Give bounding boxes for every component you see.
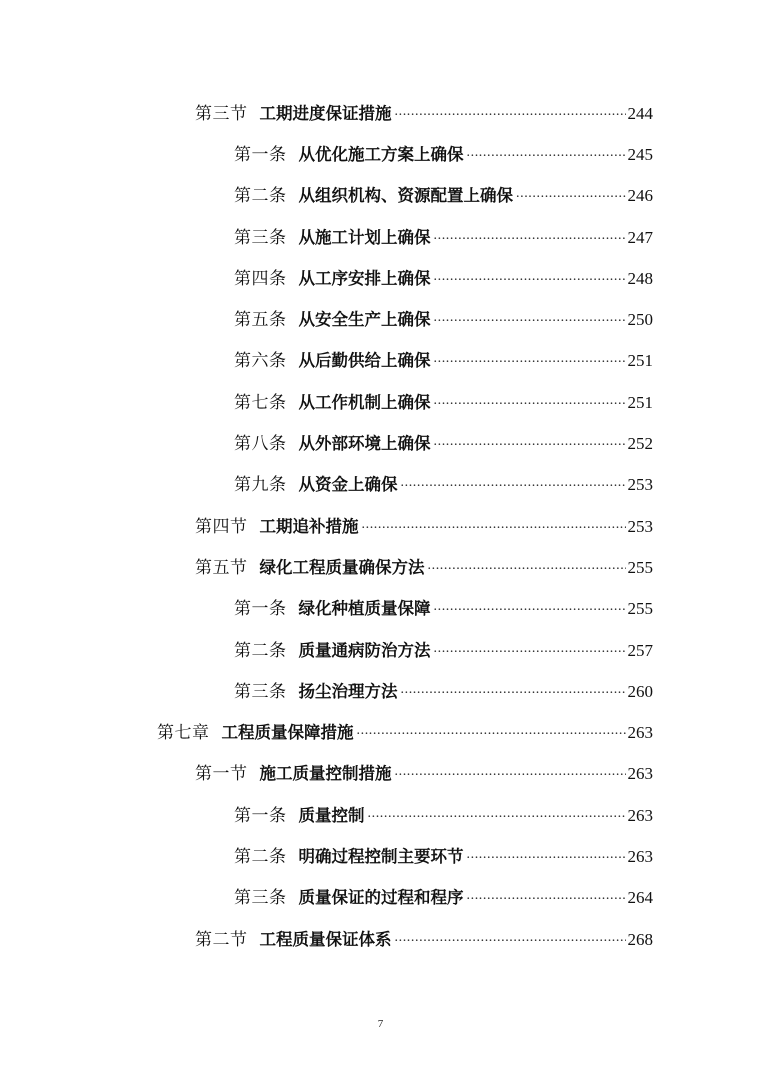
- dot-leader: [401, 682, 626, 702]
- dot-leader: [428, 558, 626, 578]
- toc-entry-prefix: 第七条: [234, 392, 287, 413]
- toc-entry-page: 246: [627, 186, 653, 206]
- toc-entry[interactable]: [0, 754, 761, 795]
- toc-entry-page: 263: [627, 764, 653, 784]
- toc-entry-prefix: 第七章: [157, 723, 210, 744]
- toc-entry-title: 从组织机构、资源配置上确保: [298, 186, 513, 206]
- toc-entry[interactable]: [0, 671, 761, 712]
- toc-entry-page: 248: [627, 268, 653, 288]
- toc-entry-prefix: 第一条: [234, 144, 287, 165]
- toc-entry-page: 253: [627, 475, 653, 495]
- toc-entry-title: 工期进度保证措施: [259, 103, 392, 123]
- dot-leader: [395, 930, 626, 950]
- dot-leader: [434, 269, 626, 289]
- toc-entry[interactable]: [0, 589, 761, 630]
- toc-entry-title: 工期追补措施: [259, 516, 359, 536]
- toc-entry-prefix: 第八条: [234, 434, 287, 455]
- toc-entry-prefix: 第一节: [195, 764, 248, 785]
- toc-entry[interactable]: [0, 134, 761, 175]
- dot-leader: [516, 186, 626, 206]
- dot-leader: [368, 806, 626, 826]
- toc-entry-title: 绿化工程质量确保方法: [259, 557, 425, 577]
- toc-entry-title: 从施工计划上确保: [298, 227, 431, 247]
- toc-entry-page: 247: [627, 227, 653, 247]
- toc-entry-page: 255: [627, 557, 653, 577]
- toc-entry-page: 260: [627, 681, 653, 701]
- dot-leader: [362, 517, 626, 537]
- toc-entry-prefix: 第三条: [234, 227, 287, 248]
- toc-entry-title: 从工作机制上确保: [298, 392, 431, 412]
- toc-entry[interactable]: [0, 299, 761, 340]
- toc-entry[interactable]: [0, 878, 761, 919]
- toc-entry[interactable]: [0, 547, 761, 588]
- toc-entry-page: 263: [627, 805, 653, 825]
- toc-entry-page: 255: [627, 599, 653, 619]
- table-of-contents: [0, 93, 761, 960]
- toc-entry-title: 质量通病防治方法: [298, 640, 431, 660]
- dot-leader: [434, 434, 626, 454]
- dot-leader: [401, 475, 626, 495]
- toc-entry[interactable]: [0, 423, 761, 464]
- dot-leader: [395, 104, 626, 124]
- dot-leader: [467, 847, 626, 867]
- toc-entry[interactable]: [0, 712, 761, 753]
- dot-leader: [434, 351, 626, 371]
- toc-entry-title: 工程质量保证体系: [259, 929, 392, 949]
- dot-leader: [467, 145, 626, 165]
- toc-entry-page: 264: [627, 888, 653, 908]
- toc-entry-title: 明确过程控制主要环节: [298, 846, 464, 866]
- toc-entry-page: 250: [627, 310, 653, 330]
- toc-entry-page: 253: [627, 516, 653, 536]
- toc-entry-page: 244: [627, 103, 653, 123]
- toc-entry-prefix: 第四条: [234, 268, 287, 289]
- toc-entry[interactable]: [0, 465, 761, 506]
- toc-entry-prefix: 第六条: [234, 351, 287, 372]
- toc-entry-title: 从优化施工方案上确保: [298, 144, 464, 164]
- dot-leader: [395, 764, 626, 784]
- toc-entry-title: 扬尘治理方法: [298, 681, 398, 701]
- toc-entry-page: 268: [627, 929, 653, 949]
- dot-leader: [434, 599, 626, 619]
- toc-entry-title: 质量保证的过程和程序: [298, 888, 464, 908]
- toc-entry-page: 263: [627, 846, 653, 866]
- dot-leader: [467, 888, 626, 908]
- toc-entry[interactable]: [0, 217, 761, 258]
- toc-entry[interactable]: [0, 176, 761, 217]
- toc-entry-title: 工程质量保障措施: [221, 723, 354, 743]
- toc-entry-prefix: 第五节: [195, 557, 248, 578]
- toc-entry-prefix: 第三条: [234, 681, 287, 702]
- toc-entry-prefix: 第三条: [234, 888, 287, 909]
- toc-entry-prefix: 第一条: [234, 599, 287, 620]
- toc-entry-title: 绿化种植质量保障: [298, 599, 431, 619]
- toc-entry[interactable]: [0, 795, 761, 836]
- dot-leader: [434, 393, 626, 413]
- toc-entry-prefix: 第二条: [234, 186, 287, 207]
- toc-entry[interactable]: [0, 919, 761, 960]
- dot-leader: [357, 723, 626, 743]
- toc-entry-page: 252: [627, 434, 653, 454]
- toc-entry-title: 从工序安排上确保: [298, 268, 431, 288]
- toc-entry-prefix: 第一条: [234, 805, 287, 826]
- toc-entry[interactable]: [0, 382, 761, 423]
- toc-entry-title: 从后勤供给上确保: [298, 351, 431, 371]
- toc-entry-prefix: 第二条: [234, 846, 287, 867]
- toc-entry-prefix: 第四节: [195, 516, 248, 537]
- toc-entry-page: 263: [627, 723, 653, 743]
- dot-leader: [434, 310, 626, 330]
- toc-entry-page: 245: [627, 144, 653, 164]
- toc-entry-page: 251: [627, 351, 653, 371]
- toc-entry[interactable]: [0, 93, 761, 134]
- toc-entry[interactable]: [0, 341, 761, 382]
- toc-entry-prefix: 第二条: [234, 640, 287, 661]
- toc-entry-page: 257: [627, 640, 653, 660]
- toc-entry-prefix: 第九条: [234, 475, 287, 496]
- dot-leader: [434, 641, 626, 661]
- toc-entry-title: 施工质量控制措施: [259, 764, 392, 784]
- toc-entry-page: 251: [627, 392, 653, 412]
- toc-entry-title: 从安全生产上确保: [298, 310, 431, 330]
- dot-leader: [434, 228, 626, 248]
- toc-entry[interactable]: [0, 630, 761, 671]
- toc-entry-prefix: 第二节: [195, 929, 248, 950]
- toc-entry-prefix: 第五条: [234, 310, 287, 331]
- page-number: 7: [377, 1018, 384, 1030]
- toc-entry[interactable]: [0, 506, 761, 547]
- toc-entry-title: 从资金上确保: [298, 475, 398, 495]
- toc-entry[interactable]: [0, 836, 761, 877]
- toc-entry[interactable]: [0, 258, 761, 299]
- toc-entry-title: 质量控制: [298, 805, 365, 825]
- toc-entry-prefix: 第三节: [195, 103, 248, 124]
- toc-entry-title: 从外部环境上确保: [298, 434, 431, 454]
